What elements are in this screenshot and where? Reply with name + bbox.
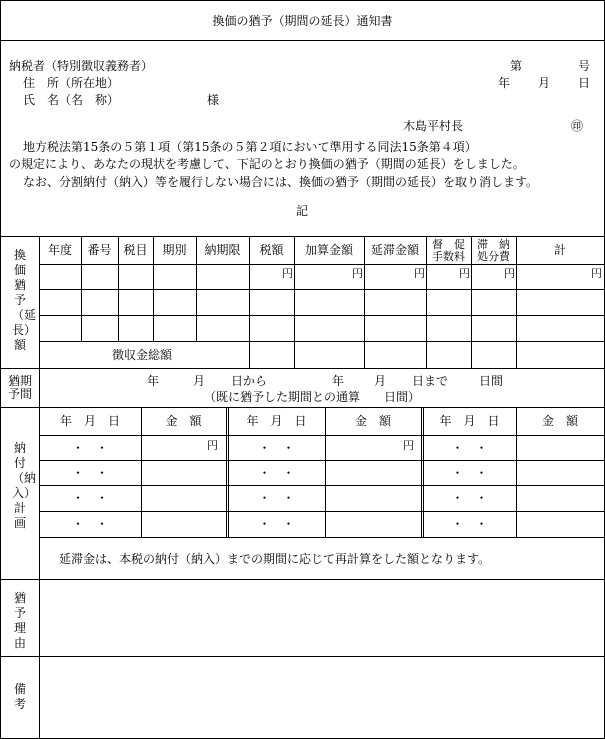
issuer-name: 木島平村長 <box>403 119 464 133</box>
yen-total: 円 <box>591 267 602 280</box>
honorific-sama: 様 <box>207 93 220 107</box>
period-start-month: 月 <box>193 374 206 388</box>
period-start-year: 年 <box>147 374 160 388</box>
seal-mark: ㊞ <box>571 119 584 133</box>
remarks-section-label: 備考 <box>13 682 26 711</box>
period-end-month: 月 <box>374 374 387 388</box>
period-end-day: 日まで <box>412 374 449 388</box>
col-bango: 番号 <box>87 243 112 257</box>
plan-date-dots: ・ ・ <box>71 466 108 480</box>
plan-date-dots: ・ ・ <box>258 517 295 531</box>
period-section-label: 猶期 予間 <box>7 374 32 401</box>
plan-yen-2: 円 <box>403 439 414 452</box>
col-entaikin: 延滞金額 <box>370 243 419 257</box>
body-line-2: の規定により、あなたの現状を考慮して、下記のとおり換価の猶予（期間の延長）をしました。 <box>9 157 525 171</box>
plan-yen-1: 円 <box>207 439 218 452</box>
col-kibetsu: 期別 <box>162 243 187 257</box>
plan-late-fee-note: 延滞金は、本税の納付（納入）までの期間に応じて再計算をした額となります。 <box>59 552 491 566</box>
plan-date-dots: ・ ・ <box>451 491 488 505</box>
name-label: 氏 名（名 称） <box>23 93 120 107</box>
plan-date-header-2: 年 月 日 <box>246 414 307 428</box>
plan-date-header-3: 年 月 日 <box>439 414 500 428</box>
taxpayer-label: 納税者（特別徴収義務者） <box>9 59 154 73</box>
issue-year: 年 <box>498 76 511 90</box>
total-collection-label: 徴収金総額 <box>112 348 173 362</box>
period-cumulative: （既に猶予した期間との通算 日間） <box>204 390 421 404</box>
period-end-year: 年 <box>332 374 345 388</box>
plan-amount-header-2: 金 額 <box>354 414 391 428</box>
col-kasankin: 加算金額 <box>304 243 353 257</box>
plan-date-dots: ・ ・ <box>451 517 488 531</box>
col-total: 計 <box>553 243 566 257</box>
document-title: 換価の猶予（期間の延長）通知書 <box>212 14 393 28</box>
amount-section-label: 換価猶予（延長）額 <box>12 248 37 352</box>
address-label: 住 所（所在地） <box>23 76 120 90</box>
plan-date-header-1: 年 月 日 <box>59 414 120 428</box>
plan-amount-header-1: 金 額 <box>165 414 202 428</box>
plan-date-dots: ・ ・ <box>71 441 108 455</box>
plan-date-dots: ・ ・ <box>71 517 108 531</box>
yen-entaikin: 円 <box>414 267 425 280</box>
plan-date-dots: ・ ・ <box>258 466 295 480</box>
issue-month: 月 <box>538 76 551 90</box>
col-zeigaku: 税額 <box>259 243 284 257</box>
plan-date-dots: ・ ・ <box>451 441 488 455</box>
yen-kasankin: 円 <box>352 267 363 280</box>
plan-amount-header-3: 金 額 <box>541 414 578 428</box>
col-nendo: 年度 <box>47 243 72 257</box>
col-taino-cost: 滞 納 処分費 <box>477 238 510 263</box>
plan-date-dots: ・ ・ <box>258 491 295 505</box>
body-line-1: 地方税法第15条の５第１項（第15条の５第２項において準用する同法15条第４項） <box>23 140 477 154</box>
doc-number-go: 号 <box>578 59 591 73</box>
ki-label: 記 <box>296 204 309 218</box>
doc-number-dai: 第 <box>510 59 523 73</box>
period-start-day: 日から <box>231 374 268 388</box>
body-line-3: なお、分割納付（納入）等を履行しない場合には、換価の猶予（期間の延長）を取り消します。 <box>23 175 539 189</box>
plan-date-dots: ・ ・ <box>71 491 108 505</box>
issue-day: 日 <box>578 76 591 90</box>
col-zeimoku: 税目 <box>123 243 148 257</box>
plan-section-label: 納付（納入）計画 <box>12 441 37 530</box>
period-days: 日間 <box>479 374 504 388</box>
yen-tokusoku: 円 <box>459 267 470 280</box>
col-nokigen: 納期限 <box>204 243 241 257</box>
plan-date-dots: ・ ・ <box>451 466 488 480</box>
title-divider <box>1 40 604 41</box>
plan-date-dots: ・ ・ <box>258 441 295 455</box>
reason-section-label: 猶予理由 <box>13 591 26 650</box>
yen-zeigaku: 円 <box>282 267 293 280</box>
col-tokusoku-fee: 督 促 手数料 <box>432 238 465 263</box>
yen-taino: 円 <box>504 267 515 280</box>
